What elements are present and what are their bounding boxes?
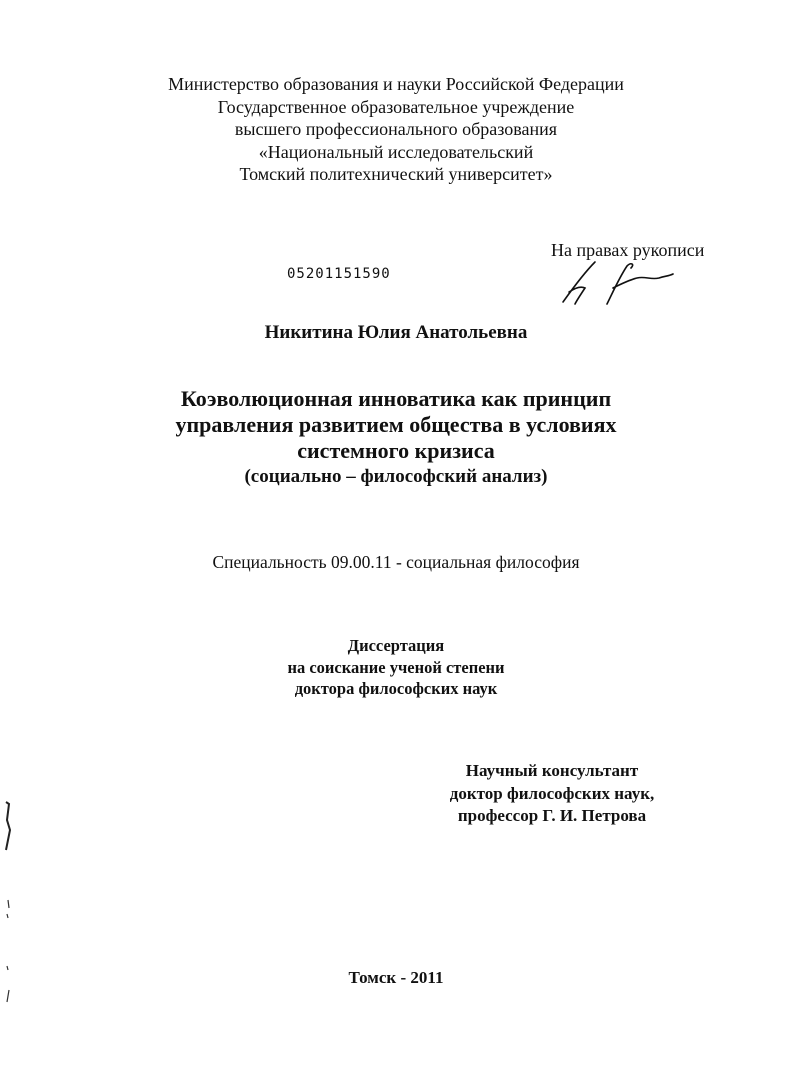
consultant-line: доктор философских наук, [449, 783, 655, 803]
manuscript-rights-note: На правах рукописи [551, 240, 705, 260]
scientific-consultant [412, 760, 692, 828]
title-line: управления развитием общества в условиях [175, 412, 617, 437]
header-line: Томский политехнический университет» [239, 164, 553, 184]
degree-line: доктора философских наук [294, 679, 498, 698]
consultant-line: Научный консультант [465, 761, 639, 780]
title-subtitle: (социально – философский анализ) [244, 466, 548, 487]
scan-edge-marks [0, 790, 20, 1030]
author-name: Никитина Юлия Анатольевна [264, 322, 528, 343]
degree-line: на соискание ученой степени [287, 657, 505, 677]
consultant-line: профессор Г. И. Петрова [457, 806, 647, 825]
header-line: Государственное образовательное учреждение [217, 96, 575, 117]
header-line: «Национальный исследовательский [258, 141, 534, 162]
registration-number: 05201151590 [287, 266, 391, 282]
city-year: Томск - 2011 [348, 968, 444, 987]
signature-image [555, 258, 675, 308]
degree-line: Диссертация [347, 636, 445, 655]
header-line: высшего профессионального образования [234, 119, 558, 139]
institution-header [0, 73, 792, 186]
title-line: Коэволюционная инноватика как принцип [180, 386, 612, 411]
dissertation-title [0, 386, 792, 490]
degree-statement [0, 635, 792, 700]
header-line: Министерство образования и науки Российской Федерации [168, 74, 624, 94]
specialty: Специальность 09.00.11 - социальная философия [212, 552, 580, 572]
title-line: системного кризиса [297, 438, 495, 463]
